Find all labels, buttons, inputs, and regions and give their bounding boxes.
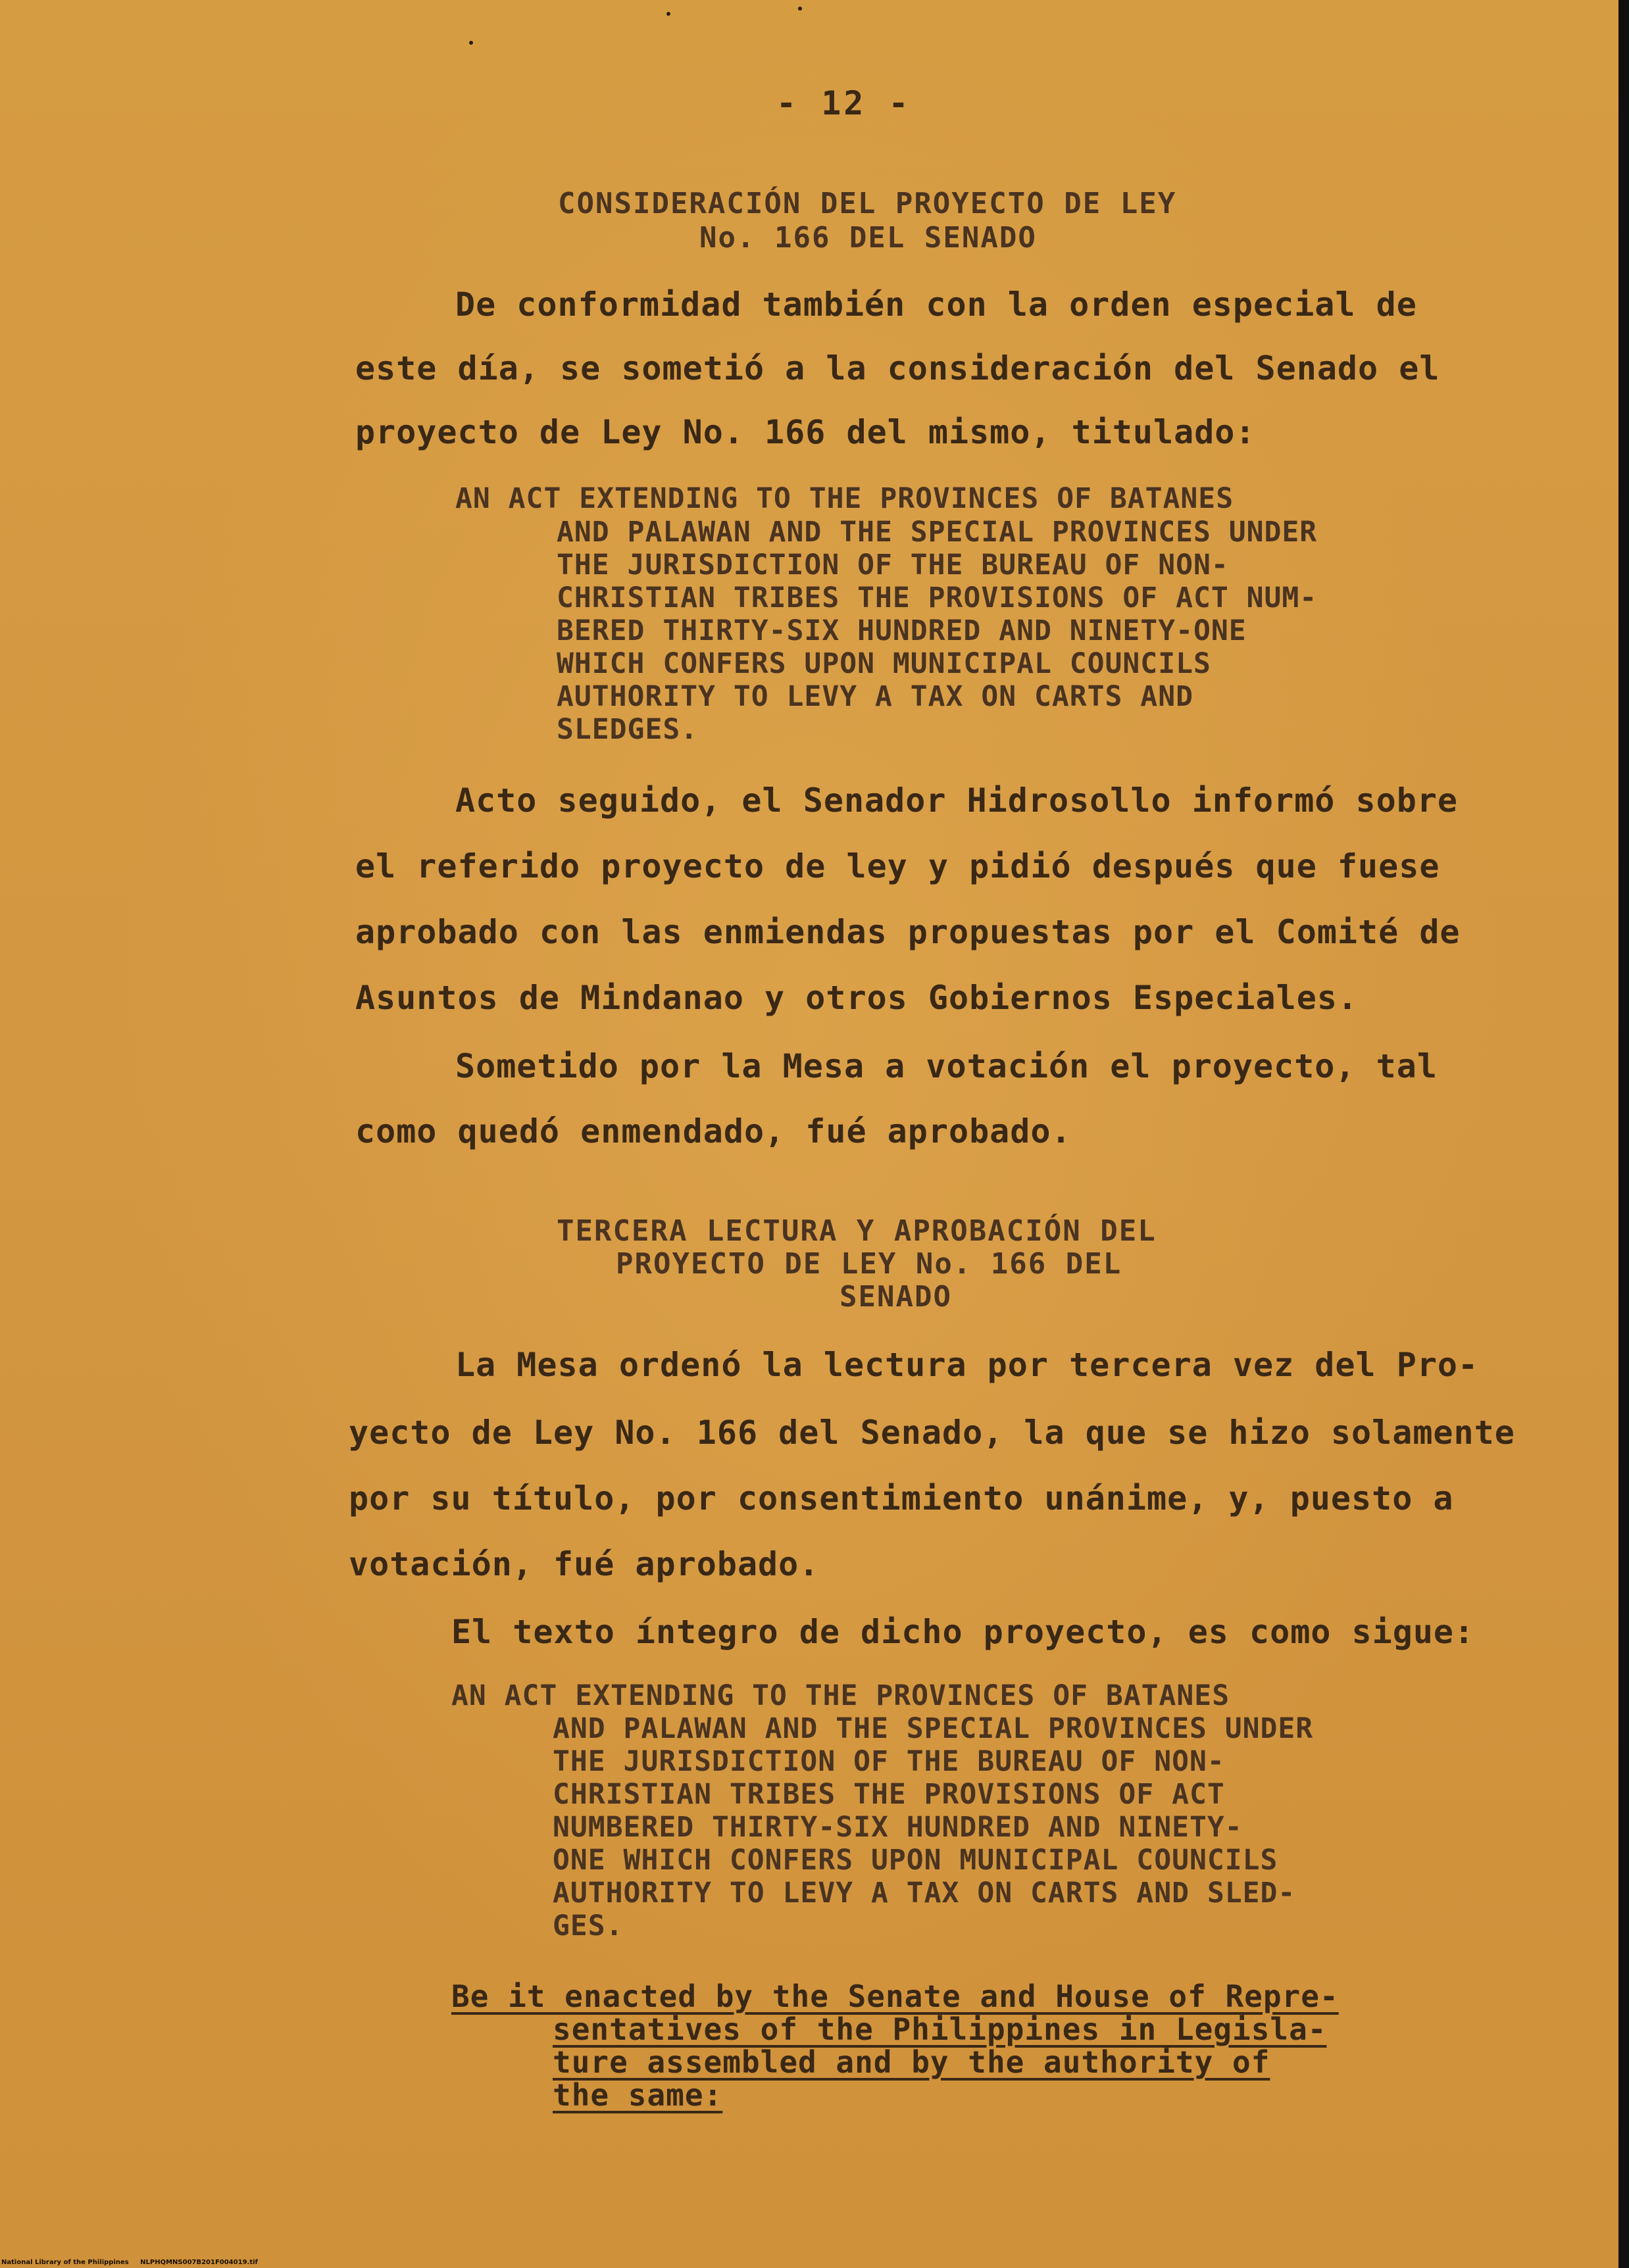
section2-act-title-line-8: GES. [553,1910,624,1942]
enacting-clause-line-2: sentatives of the Philippines in Legisla- [553,2011,1327,2047]
ink-speck [666,12,670,16]
section1-act-title-line-8: SLEDGES. [557,713,699,746]
section1-heading-line-1: CONSIDERACIÓN DEL PROYECTO DE LEY [558,187,1177,220]
page-number: - 12 - [776,84,911,122]
section1-paragraph2-line-4: Asuntos de Mindanao y otros Gobiernos Especiales. [355,979,1359,1017]
section2-act-title-line-2: AND PALAWAN AND THE SPECIAL PROVINCES UNDER [553,1712,1314,1745]
section2-act-title-line-1: AN ACT EXTENDING TO THE PROVINCES OF BATANES [451,1679,1230,1712]
section1-act-title-line-5: BERED THIRTY-SIX HUNDRED AND NINETY-ONE [557,614,1247,647]
section1-act-title-line-2: AND PALAWAN AND THE SPECIAL PROVINCES UNDER [557,516,1318,549]
section1-heading-line-2: No. 166 DEL SENADO [699,221,1037,255]
section1-act-title-line-7: AUTHORITY TO LEVY A TAX ON CARTS AND [557,680,1193,713]
section2-heading-line-3: SENADO [840,1280,952,1314]
section1-paragraph2-line-2: el referido proyecto de ley y pidió después que fuese [355,847,1440,885]
section2-act-title-line-5: NUMBERED THIRTY-SIX HUNDRED AND NINETY- [553,1811,1243,1844]
scan-edge [1618,0,1629,2268]
section1-paragraph-line-3: proyecto de Ley No. 166 del mismo, titulado: [355,413,1256,451]
section2-act-title-line-3: THE JURISDICTION OF THE BUREAU OF NON- [553,1745,1225,1778]
section2-paragraph-line-1: La Mesa ordenó la lectura por tercera vez del Pro- [455,1346,1479,1384]
section1-act-title-line-3: THE JURISDICTION OF THE BUREAU OF NON- [557,549,1229,581]
enacting-clause-line-1: Be it enacted by the Senate and House of Repre- [451,1979,1339,2014]
ink-speck [469,41,473,45]
section2-heading-line-2: PROYECTO DE LEY No. 166 DEL [616,1247,1122,1281]
section2-act-title-line-7: AUTHORITY TO LEVY A TAX ON CARTS AND SLED- [553,1877,1296,1910]
section1-paragraph3-line-1: Sometido por la Mesa a votación el proyecto, tal [455,1047,1438,1085]
scan-footer: National Library of the Philippines NLPHQMNS007B201F004019.tif [1,2259,258,2266]
section1-paragraph2-line-1: Acto seguido, el Senador Hidrosollo informó sobre [455,781,1459,820]
section1-paragraph-line-2: este día, se sometió a la consideración del Senado el [355,349,1440,387]
section1-act-title-line-1: AN ACT EXTENDING TO THE PROVINCES OF BATANES [455,482,1234,515]
ink-speck [798,7,802,11]
enacting-clause-line-3: ture assembled and by the authority of [553,2044,1270,2080]
section2-paragraph-line-4: votación, fué aprobado. [349,1545,820,1583]
section1-paragraph3-line-2: como quedó enmendado, fué aprobado. [355,1112,1072,1150]
section2-paragraph-line-3: por su título, por consentimiento unánime, y, puesto a [349,1479,1454,1517]
section1-act-title-line-4: CHRISTIAN TRIBES THE PROVISIONS OF ACT NUM- [557,581,1318,614]
section1-paragraph2-line-3: aprobado con las enmiendas propuestas por el Comité de [355,913,1461,951]
section1-paragraph-line-1: De conformidad también con la orden especial de [455,285,1417,324]
section2-paragraph2-line-1: El texto íntegro de dicho proyecto, es como sigue: [451,1613,1475,1651]
section1-act-title-line-6: WHICH CONFERS UPON MUNICIPAL COUNCILS [557,647,1211,680]
section2-act-title-line-6: ONE WHICH CONFERS UPON MUNICIPAL COUNCILS [553,1844,1278,1877]
section2-act-title-line-4: CHRISTIAN TRIBES THE PROVISIONS OF ACT [553,1778,1225,1811]
section2-heading-line-1: TERCERA LECTURA Y APROBACIÓN DEL [557,1214,1157,1248]
section2-paragraph-line-2: yecto de Ley No. 166 del Senado, la que se hizo solamente [349,1414,1515,1452]
enacting-clause-line-4: the same: [553,2077,723,2113]
